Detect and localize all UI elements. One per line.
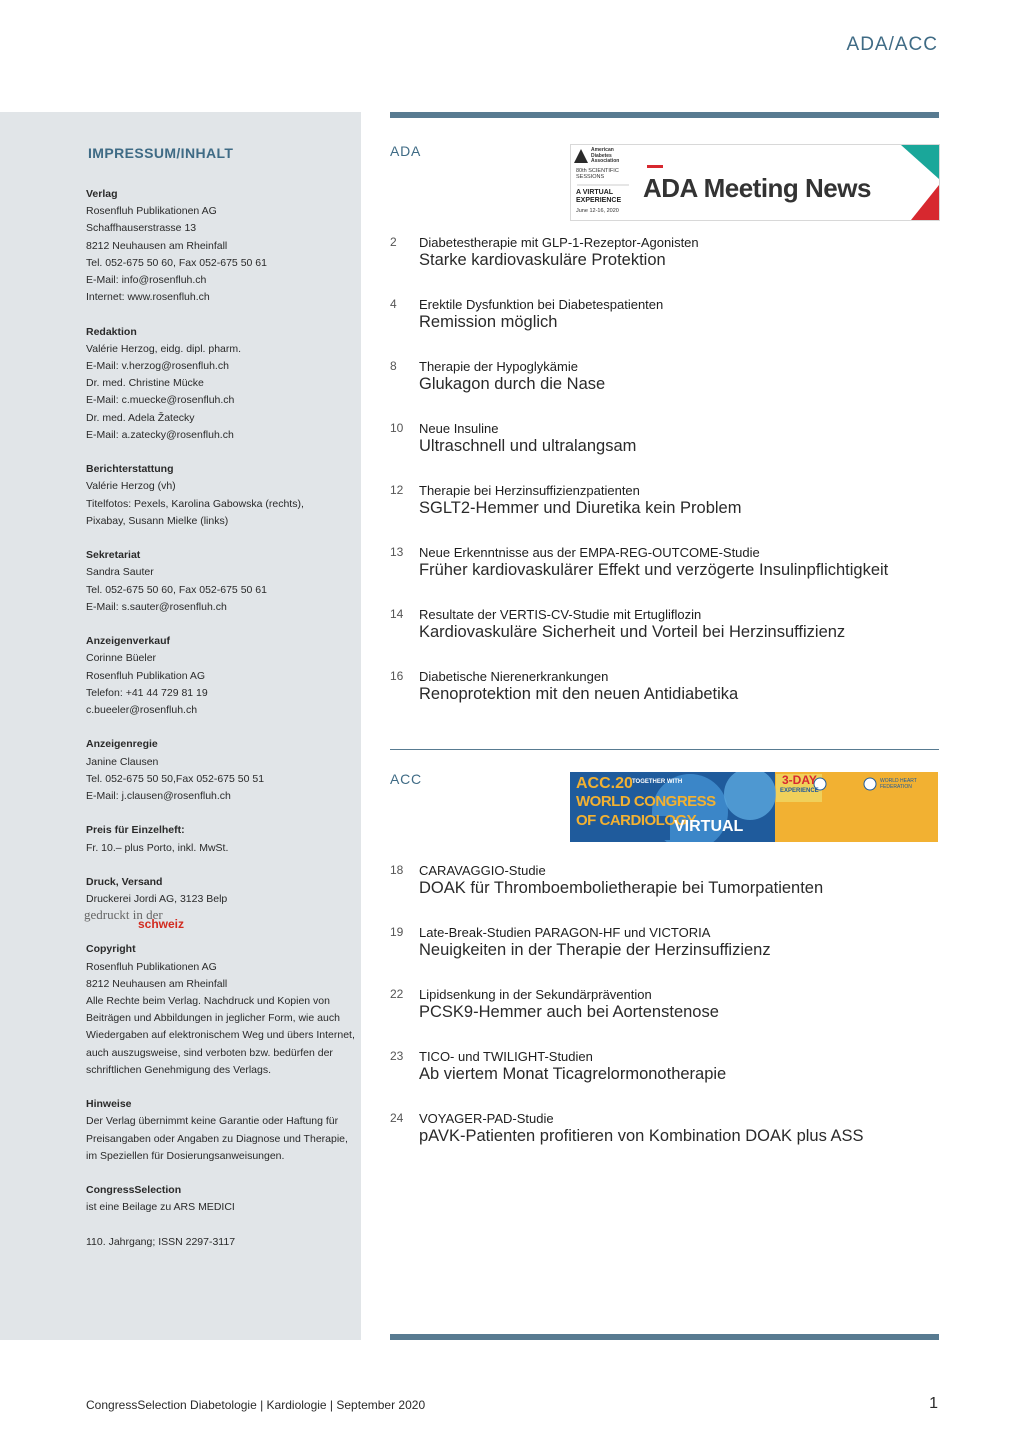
toc-title: Früher kardiovaskulärer Effekt und verzögerte Insulinpflichtigkeit — [419, 561, 889, 579]
impressum-heading: CongressSelection — [86, 1184, 182, 1197]
impressum-line: Pixabay, Susann Mielke (links) — [86, 514, 229, 527]
impressum-group — [86, 1096, 356, 1165]
acc-banner-virtual: VIRTUAL — [674, 818, 744, 835]
toc-page-number: 19 — [390, 925, 404, 939]
ada-dates-text: June 12-16, 2020 — [576, 208, 619, 214]
toc-page-number: 23 — [390, 1049, 404, 1063]
section-header: ADA/ACC — [846, 34, 938, 55]
impressum-paragraph: Der Verlag übernimmt keine Garantie oder Haftung für Preisangaben oder Angaben zu Diagnose und Therapie, im Speziellen für Dosierungsanweisungen. — [86, 1115, 348, 1162]
toc-subtitle: Neue Erkenntnisse aus der EMPA-REG-OUTCOME-Studie — [419, 545, 760, 560]
impressum-heading: Berichterstattung — [86, 463, 174, 476]
impressum-line: Rosenfluh Publikationen AG — [86, 205, 217, 218]
impressum-line: Internet: www.rosenfluh.ch — [86, 291, 210, 304]
impressum-heading: Sekretariat — [86, 549, 141, 562]
section-divider — [390, 749, 939, 750]
impressum-group — [86, 186, 356, 306]
impressum-line: Tel. 052-675 50 60, Fax 052-675 50 61 — [86, 583, 267, 596]
impressum-line: Telefon: +41 44 729 81 19 — [86, 686, 208, 699]
toc-page-number: 12 — [390, 483, 404, 497]
toc-page-number: 16 — [390, 669, 404, 683]
toc-subtitle: Therapie bei Herzinsuffizienzpatienten — [419, 483, 640, 498]
toc-page-number: 22 — [390, 987, 404, 1001]
page-number: 1 — [929, 1395, 938, 1412]
toc-title: Neuigkeiten in der Therapie der Herzinsuffizienz — [419, 941, 771, 959]
impressum-line: Valérie Herzog (vh) — [86, 480, 176, 493]
impressum-line: E-Mail: info@rosenfluh.ch — [86, 274, 207, 287]
impressum-line: Rosenfluh Publikationen AG — [86, 960, 217, 973]
toc-title: SGLT2-Hemmer und Diuretika kein Problem — [419, 499, 742, 517]
impressum-content — [86, 186, 356, 1268]
impressum-paragraph: Alle Rechte beim Verlag. Nachdruck und Kopien von Beiträgen und Abbildungen in jeglicher Form, wie auch Wiedergaben auf elektronischem Weg und übers Internet, auch auszugsweise, sind verboten bzw. bedürfen der schriftlichen Genehmigung des Verlags. — [86, 995, 355, 1076]
print-logo-line2: schweiz — [138, 917, 185, 932]
impressum-line: Fr. 10.– plus Porto, inkl. MwSt. — [86, 841, 229, 854]
acc-banner-world: WORLD CONGRESS — [576, 793, 716, 810]
acc-banner-days: 3-DAY — [782, 773, 817, 787]
impressum-group — [86, 941, 356, 1079]
impressum-line: E-Mail: a.zatecky@rosenfluh.ch — [86, 428, 234, 441]
impressum-group — [86, 822, 356, 856]
impressum-line: Corinne Büeler — [86, 652, 157, 665]
ada-sessions-text: 80th SCIENTIFIC SESSIONS — [576, 168, 619, 180]
acc-banner — [570, 772, 938, 842]
toc-page-number: 8 — [390, 359, 397, 373]
impressum-line: Dr. med. Christine Mücke — [86, 377, 204, 390]
impressum-title: IMPRESSUM/INHALT — [88, 145, 234, 161]
toc-title: Ab viertem Monat Ticagrelormonotherapie — [419, 1065, 727, 1083]
ada-banner — [570, 144, 940, 221]
toc-title: Remission möglich — [419, 313, 558, 331]
acc-section-label: ACC — [390, 771, 422, 787]
impressum-group — [86, 633, 356, 719]
impressum-line: ist eine Beilage zu ARS MEDICI — [86, 1201, 235, 1214]
bottom-rule — [390, 1334, 939, 1340]
impressum-line: Rosenfluh Publikation AG — [86, 669, 206, 682]
toc-subtitle: Erektile Dysfunktion bei Diabetespatienten — [419, 297, 664, 312]
footer-text: CongressSelection Diabetologie | Kardiologie | September 2020 — [86, 1398, 426, 1412]
toc-subtitle: TICO- und TWILIGHT-Studien — [419, 1049, 593, 1064]
toc-title: Renoprotektion mit den neuen Antidiabetika — [419, 685, 739, 703]
impressum-line: E-Mail: c.muecke@rosenfluh.ch — [86, 394, 235, 407]
impressum-line: 110. Jahrgang; ISSN 2297-3117 — [86, 1235, 236, 1248]
toc-title: pAVK-Patienten profitieren von Kombination DOAK plus ASS — [419, 1127, 864, 1145]
impressum-group — [86, 874, 356, 936]
impressum-group — [86, 1234, 356, 1251]
ada-virtual-text: A VIRTUAL EXPERIENCE — [576, 189, 622, 204]
impressum-heading: Verlag — [86, 188, 118, 200]
impressum-line: Valérie Herzog, eidg. dipl. pharm. — [86, 342, 242, 355]
acc-banner-top: ACC.20 — [576, 775, 633, 792]
impressum-heading: Redaktion — [86, 325, 137, 338]
impressum-line: Schaffhauserstrasse 13 — [86, 222, 197, 235]
impressum-heading: Anzeigenverkauf — [86, 635, 171, 648]
impressum-heading: Druck, Versand — [86, 876, 163, 889]
acc-banner-whf: WORLD HEART FEDERATION — [880, 778, 917, 790]
toc-title: Kardiovaskuläre Sicherheit und Vorteil bei Herzinsuffizienz — [419, 623, 846, 641]
impressum-line: Janine Clausen — [86, 755, 159, 768]
toc-subtitle: Lipidsenkung in der Sekundärprävention — [419, 987, 652, 1002]
top-rule — [390, 112, 939, 118]
print-logo-line1: gedruckt in der — [84, 907, 163, 923]
impressum-line: 8212 Neuhausen am Rheinfall — [86, 977, 228, 990]
toc-page-number: 4 — [390, 297, 397, 311]
impressum-group — [86, 547, 356, 616]
impressum-heading: Copyright — [86, 943, 136, 956]
ada-banner-headline: ADA Meeting News — [643, 173, 871, 203]
impressum-line: Tel. 052-675 50 60, Fax 052-675 50 61 — [86, 256, 267, 269]
impressum-group — [86, 324, 356, 444]
acc-banner-experience: EXPERIENCE — [780, 788, 819, 794]
toc-subtitle: Diabetestherapie mit GLP-1-Rezeptor-Agonisten — [419, 235, 699, 250]
toc-subtitle: Late-Break-Studien PARAGON-HF und VICTORIA — [419, 925, 711, 940]
impressum-group — [86, 1182, 356, 1216]
toc-subtitle: Resultate der VERTIS-CV-Studie mit Ertugliflozin — [419, 607, 702, 622]
toc-page-number: 18 — [390, 863, 404, 877]
impressum-group — [86, 736, 356, 805]
toc-page-number: 13 — [390, 545, 404, 559]
impressum-line: E-Mail: j.clausen@rosenfluh.ch — [86, 790, 231, 803]
impressum-line: Dr. med. Adela Žatecky — [86, 411, 195, 424]
toc-title: Ultraschnell und ultralangsam — [419, 437, 637, 455]
impressum-line: Titelfotos: Pexels, Karolina Gabowska (rechts), — [86, 497, 304, 510]
acc-banner-together: TOGETHER WITH — [632, 779, 683, 785]
toc-page-number: 2 — [390, 235, 397, 249]
impressum-line: Druckerei Jordi AG, 3123 Belp — [86, 893, 228, 906]
impressum-line: Tel. 052-675 50 50,Fax 052-675 50 51 — [86, 772, 265, 785]
acc-banner-cardio: OF CARDIOLOGY — [576, 812, 697, 829]
toc-subtitle: Therapie der Hypoglykämie — [419, 359, 578, 374]
impressum-line: 8212 Neuhausen am Rheinfall — [86, 239, 228, 252]
toc-subtitle: CARAVAGGIO-Studie — [419, 863, 546, 878]
toc-subtitle: Diabetische Nierenerkrankungen — [419, 669, 609, 684]
print-logo — [86, 906, 356, 936]
impressum-heading: Preis für Einzelheft: — [86, 824, 185, 837]
impressum-heading: Hinweise — [86, 1098, 132, 1111]
impressum-line: Sandra Sauter — [86, 566, 154, 579]
impressum-line: E-Mail: v.herzog@rosenfluh.ch — [86, 360, 229, 373]
toc-page-number: 10 — [390, 421, 404, 435]
toc-subtitle: VOYAGER-PAD-Studie — [419, 1111, 554, 1126]
impressum-group — [86, 461, 356, 530]
ada-section-label: ADA — [390, 143, 422, 159]
toc-title: DOAK für Thromboembolietherapie bei Tumorpatienten — [419, 879, 824, 897]
impressum-heading: Anzeigenregie — [86, 738, 158, 751]
toc-page-number: 24 — [390, 1111, 404, 1125]
toc-title: Glukagon durch die Nase — [419, 375, 606, 393]
toc-page-number: 14 — [390, 607, 404, 621]
toc-subtitle: Neue Insuline — [419, 421, 499, 436]
impressum-line: c.bueeler@rosenfluh.ch — [86, 704, 198, 717]
ada-org-text: American Diabetes Association — [591, 147, 620, 164]
toc-title: PCSK9-Hemmer auch bei Aortenstenose — [419, 1003, 719, 1021]
impressum-line: E-Mail: s.sauter@rosenfluh.ch — [86, 600, 227, 613]
toc-title: Starke kardiovaskuläre Protektion — [419, 251, 666, 269]
